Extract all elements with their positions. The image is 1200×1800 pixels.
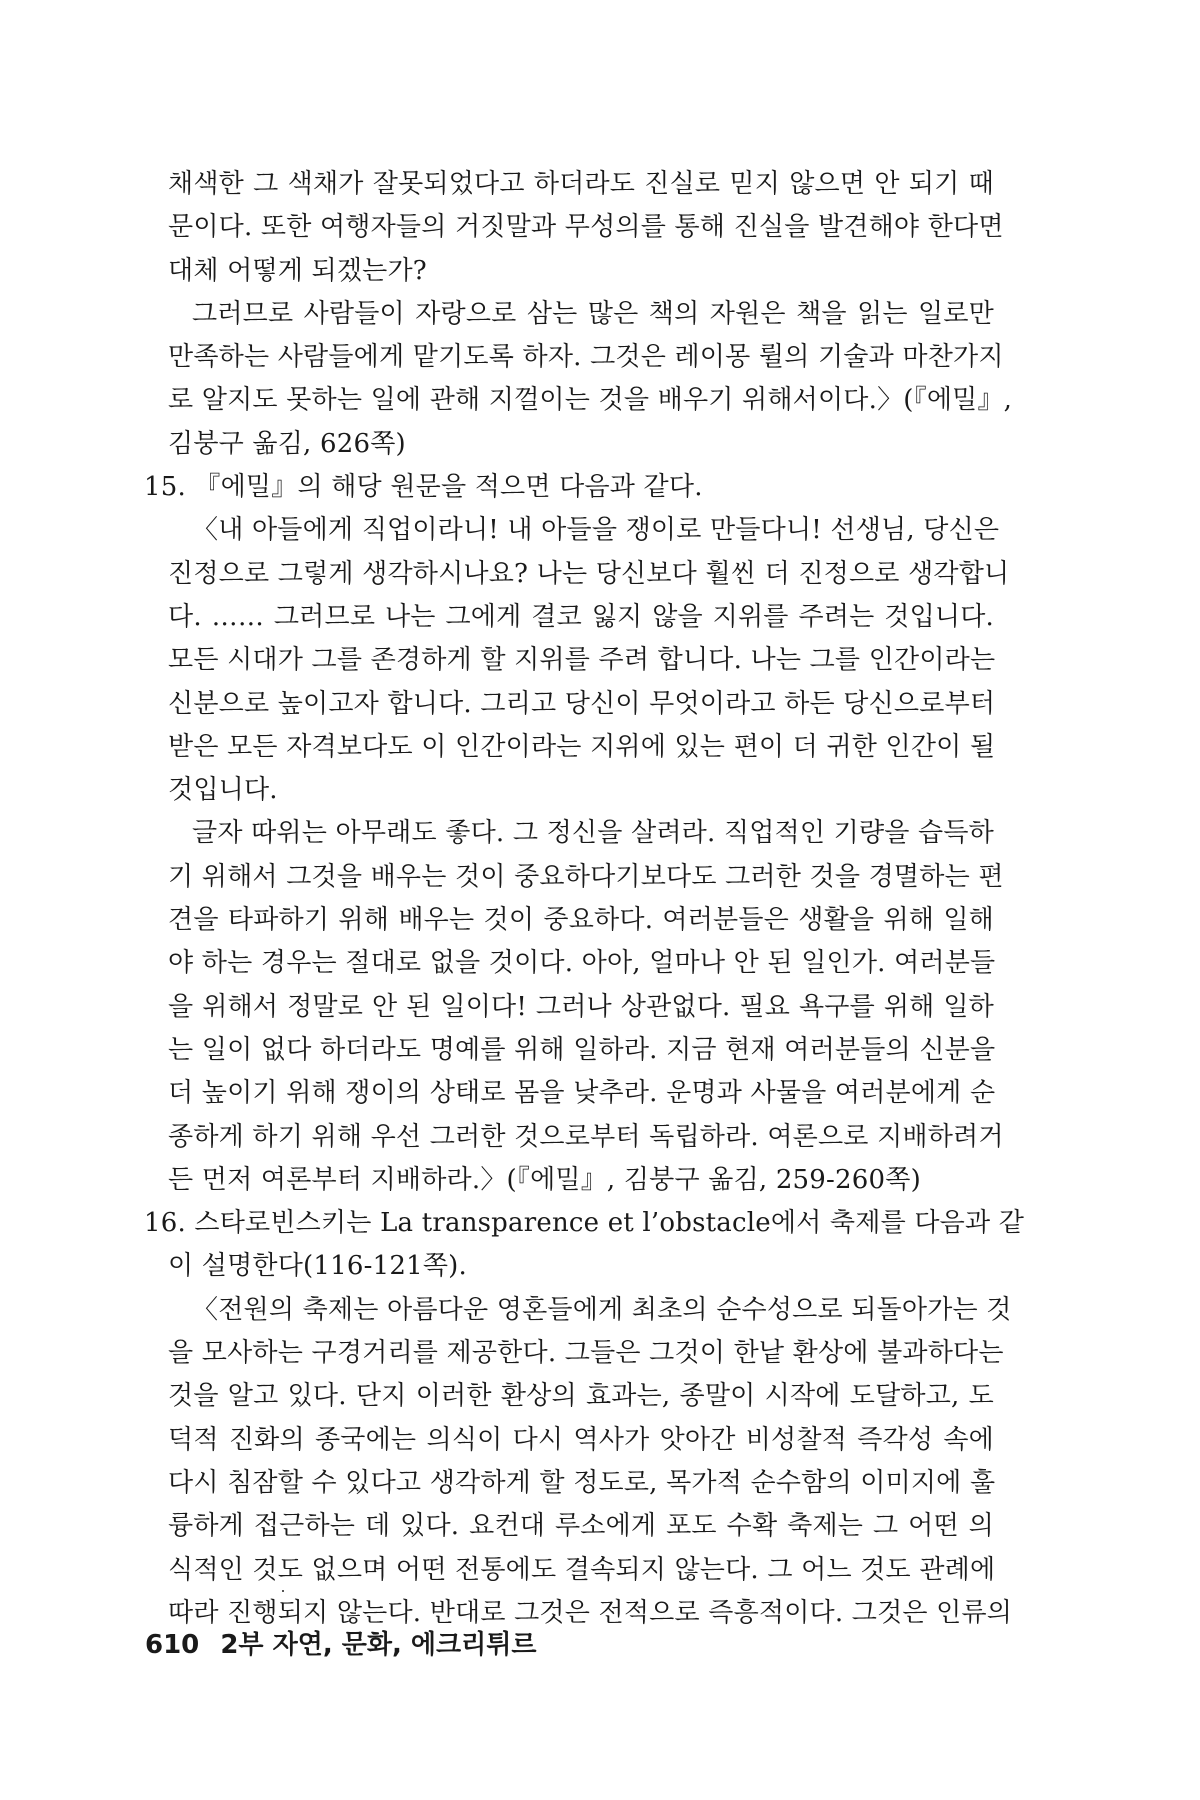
- text-line: 을 위해서 정말로 안 된 일이다! 그러나 상관없다. 필요 욕구를 위해 일하: [168, 991, 994, 1022]
- text-line: 더 높이기 위해 쟁이의 상태로 몸을 낮추라. 운명과 사물을 여러분에게 순: [168, 1078, 996, 1109]
- text-line: 만족하는 사람들에게 맡기도록 하자. 그것은 레이몽 륄의 기술과 마찬가지: [168, 342, 1004, 373]
- text-line: 것을 알고 있다. 단지 이러한 환상의 효과는, 종말이 시작에 도달하고, 도: [168, 1381, 994, 1412]
- text-line: 〈전원의 축제는 아름다운 영혼들에게 최초의 순수성으로 되돌아가는 것: [192, 1294, 1012, 1325]
- note-heading-16: 16. 스타로빈스키는 La transparence et l’obstacle에서 축제를 다음과 같: [144, 1208, 1025, 1239]
- text-line: 이 설명한다(116-121쪽).: [168, 1251, 467, 1282]
- note-heading-15: 15. 『에밀』의 해당 원문을 적으면 다음과 같다.: [144, 472, 703, 503]
- text-line: 식적인 것도 없으며 어떤 전통에도 결속되지 않는다. 그 어느 것도 관례에: [168, 1554, 996, 1585]
- text-line: 따라 진행되지 않는다. 반대로 그것은 전적으로 즉흥적이다. 그것은 인류의: [168, 1597, 1013, 1628]
- text-line: 견을 타파하기 위해 배우는 것이 중요하다. 여러분들은 생활을 위해 일해: [168, 905, 994, 936]
- page-footer: [145, 1624, 537, 1661]
- text-line: 을 모사하는 구경거리를 제공한다. 그들은 그것이 한낱 환상에 불과하다는: [168, 1338, 1004, 1369]
- text-line: 륭하게 접근하는 데 있다. 요컨대 루소에게 포도 수확 축제는 그 어떤 의: [168, 1511, 994, 1542]
- text-line: 그러므로 사람들이 자랑으로 삼는 많은 책의 자원은 책을 읽는 일로만: [192, 298, 994, 329]
- running-footer-section: 2부 자연, 문화, 에크리튀르: [220, 1630, 537, 1660]
- text-line: 덕적 진화의 종국에는 의식이 다시 역사가 앗아간 비성찰적 즉각성 속에: [168, 1424, 994, 1455]
- text-line: 종하게 하기 위해 우선 그러한 것으로부터 독립하라. 여론으로 지배하려거: [168, 1121, 1004, 1152]
- text-line: 〈내 아들에게 직업이라니! 내 아들을 쟁이로 만들다니! 선생님, 당신은: [192, 515, 1000, 546]
- text-line: 신분으로 높이고자 합니다. 그리고 당신이 무엇이라고 하든 당신으로부터: [168, 688, 996, 719]
- body-text: [144, 163, 1025, 1635]
- text-line: 문이다. 또한 여행자들의 거짓말과 무성의를 통해 진실을 발견해야 한다면: [168, 212, 1004, 243]
- text-line: 든 먼저 여론부터 지배하라.〉(『에밀』, 김붕구 옮김, 259-260쪽): [168, 1164, 921, 1195]
- text-line: 대체 어떻게 되겠는가?: [168, 255, 427, 286]
- text-line: 모든 시대가 그를 존경하게 할 지위를 주려 합니다. 나는 그를 인간이라는: [168, 645, 996, 676]
- text-line: 기 위해서 그것을 배우는 것이 중요하다기보다도 그러한 것을 경멸하는 편: [168, 861, 1004, 892]
- text-line: 받은 모든 자격보다도 이 인간이라는 지위에 있는 편이 더 귀한 인간이 될: [168, 731, 996, 762]
- text-line: 다. …… 그러므로 나는 그에게 결코 잃지 않을 지위를 주려는 것입니다.: [168, 601, 994, 632]
- text-line: 다시 침잠할 수 있다고 생각하게 할 정도로, 목가적 순수함의 이미지에 훌: [168, 1467, 996, 1498]
- page-number: 610: [145, 1630, 200, 1660]
- text-line: 김붕구 옮김, 626쪽): [168, 428, 406, 459]
- text-line: 는 일이 없다 하더라도 명예를 위해 일하라. 지금 현재 여러분들의 신분을: [168, 1034, 996, 1065]
- text-line: 채색한 그 색채가 잘못되었다고 하더라도 진실로 믿지 않으면 안 되기 때: [168, 169, 994, 199]
- text-line: 것입니다.: [168, 775, 278, 806]
- text-line: 야 하는 경우는 절대로 없을 것이다. 아아, 얼마나 안 된 일인가. 여러분들: [168, 948, 996, 979]
- text-line: 로 알지도 못하는 일에 관해 지껄이는 것을 배우기 위해서이다.〉(『에밀』,: [168, 385, 1013, 416]
- text-line: 글자 따위는 아무래도 좋다. 그 정신을 살려라. 직업적인 기량을 습득하: [192, 818, 994, 849]
- stray-dot: [282, 1590, 284, 1592]
- text-line: 진정으로 그렇게 생각하시나요? 나는 당신보다 훨씬 더 진정으로 생각합니: [168, 558, 1010, 589]
